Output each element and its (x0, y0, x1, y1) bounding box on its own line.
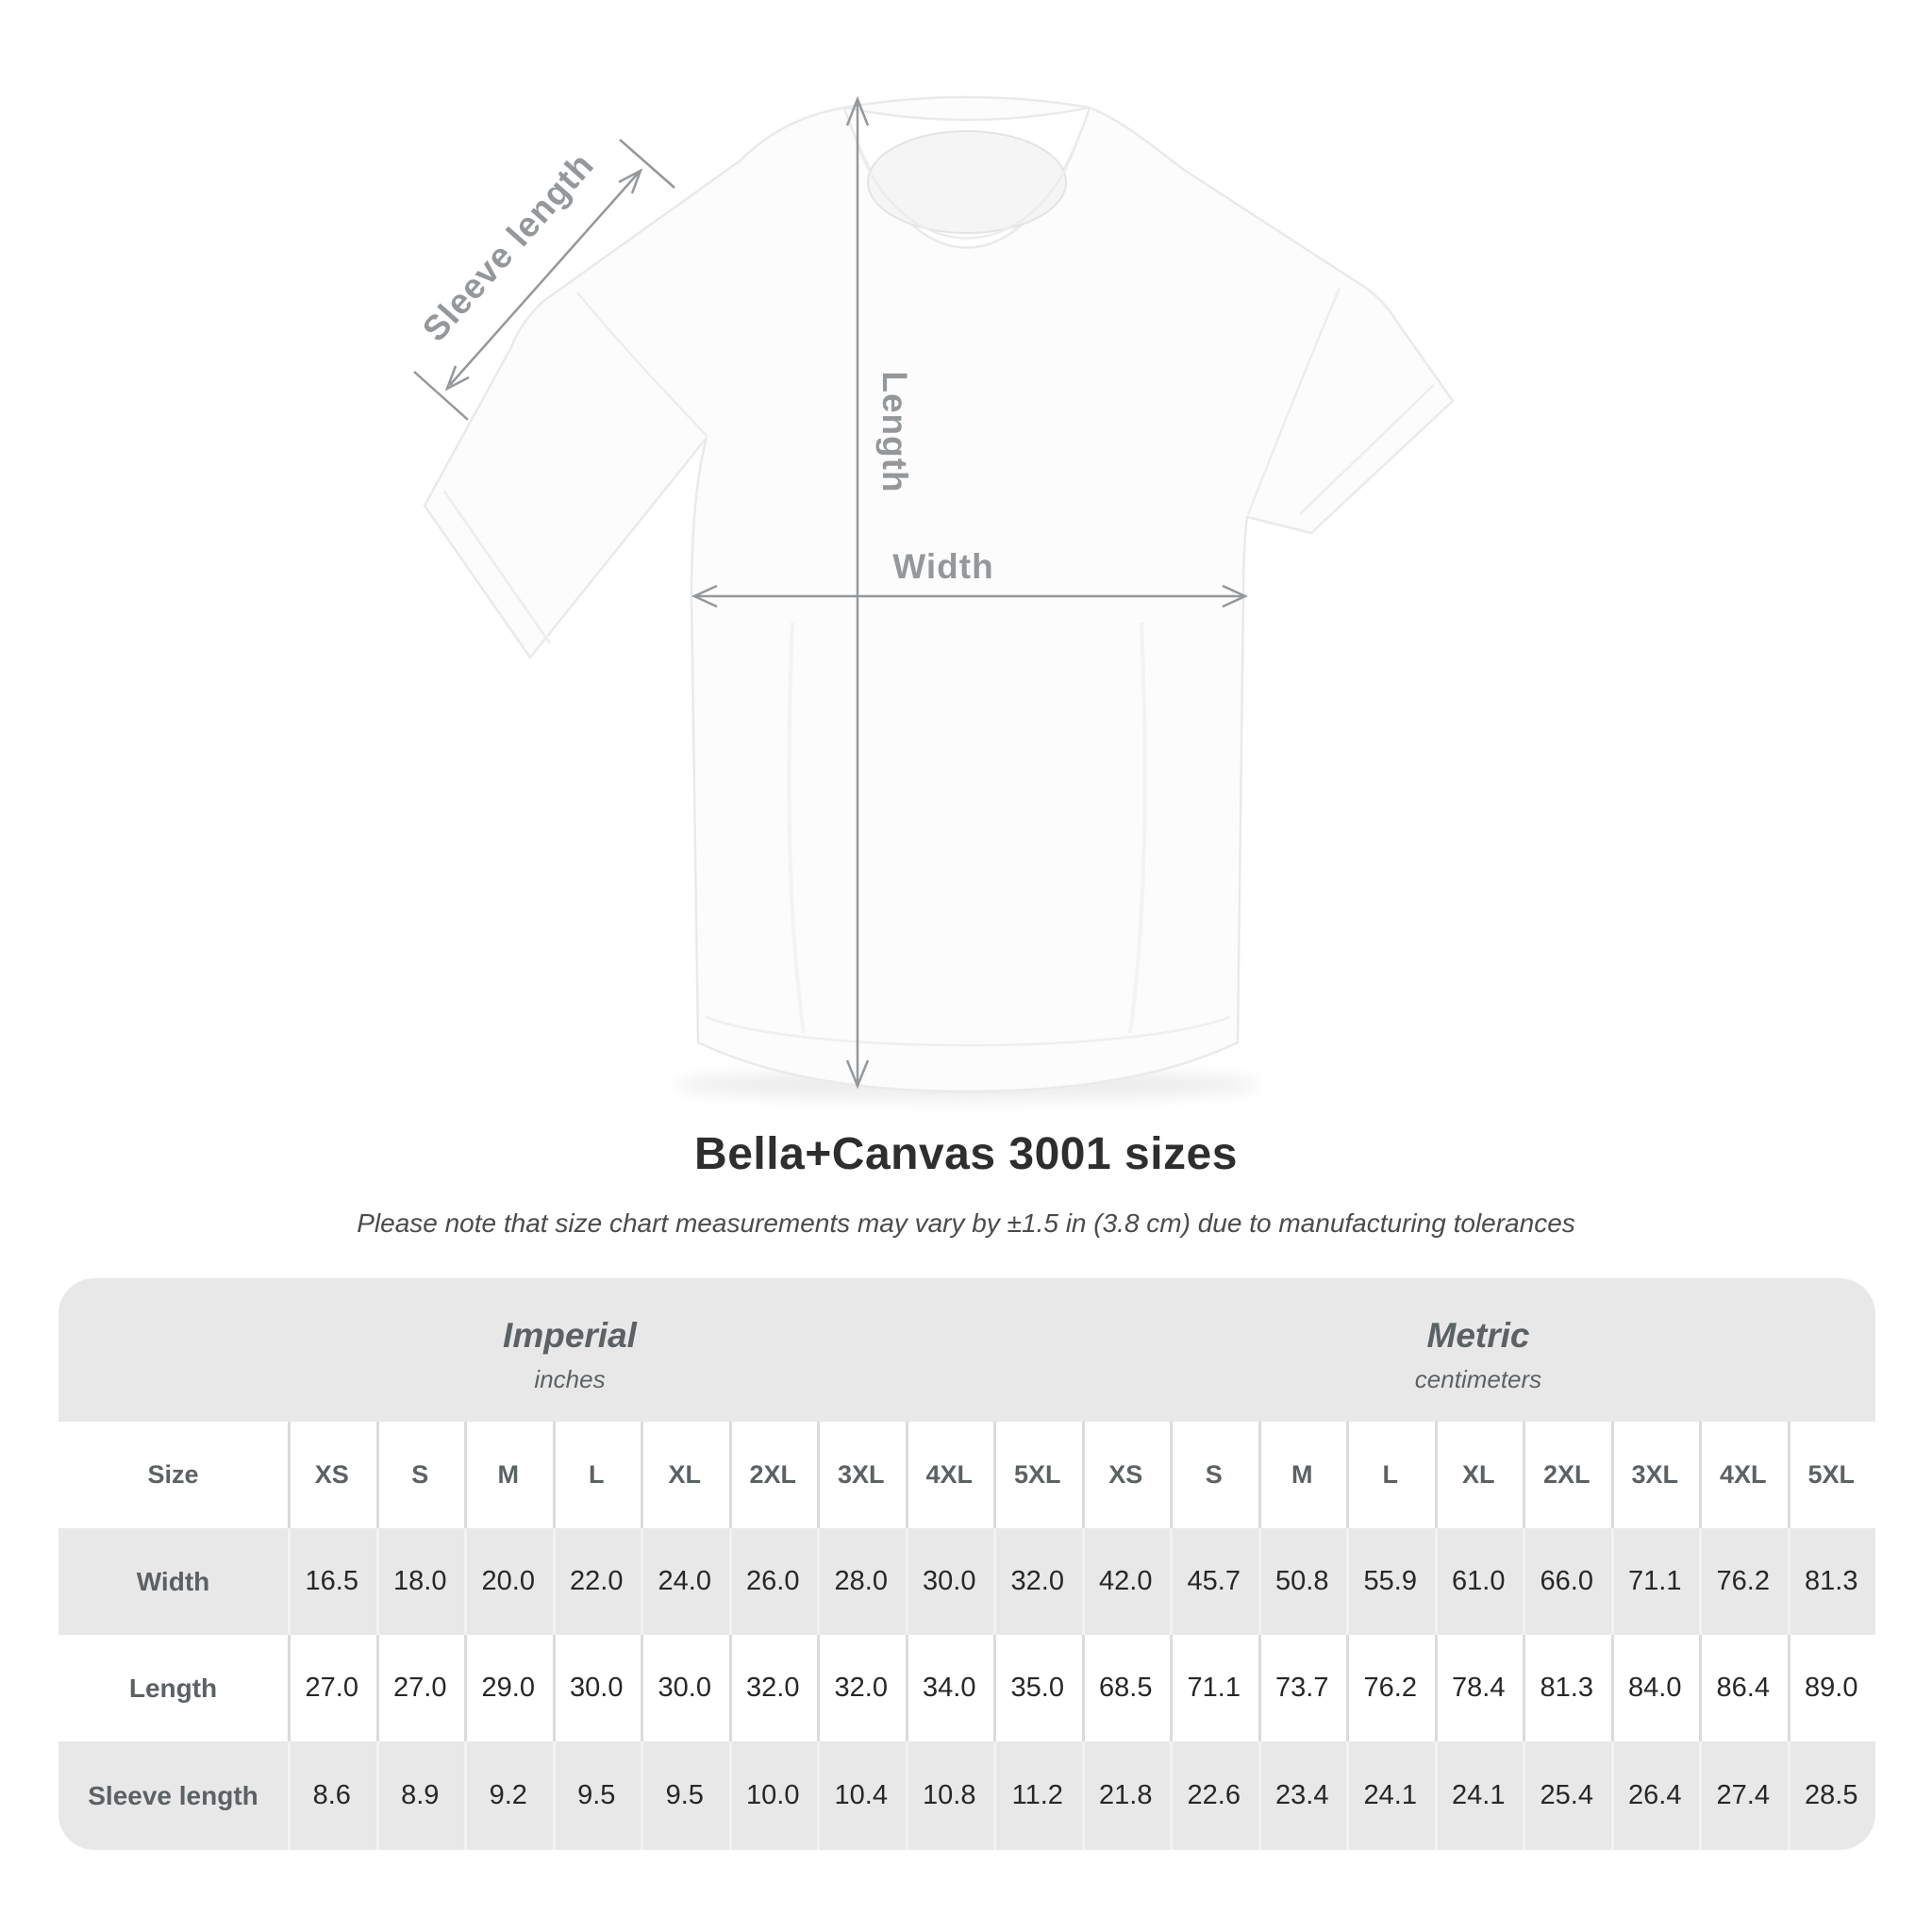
col-header: L (553, 1422, 641, 1528)
cell: 9.5 (553, 1741, 641, 1850)
cell: 10.4 (817, 1741, 906, 1850)
cell: 25.4 (1523, 1741, 1611, 1850)
cell: 68.5 (1082, 1635, 1171, 1741)
col-header: XS (1082, 1422, 1171, 1528)
cell: 32.0 (993, 1528, 1082, 1635)
col-header: 2XL (729, 1422, 818, 1528)
col-header: M (464, 1422, 553, 1528)
col-header: 5XL (993, 1422, 1082, 1528)
cell: 78.4 (1435, 1635, 1524, 1741)
col-header: S (376, 1422, 465, 1528)
metric-heading: Metric (1426, 1315, 1530, 1355)
size-header-row (58, 1422, 1875, 1528)
cell: 89.0 (1788, 1635, 1876, 1741)
cell: 81.3 (1788, 1528, 1876, 1635)
unit-group-imperial (58, 1278, 1081, 1422)
cell: 32.0 (817, 1635, 906, 1741)
col-header: 5XL (1788, 1422, 1876, 1528)
imperial-unit: inches (534, 1364, 606, 1393)
cell: 66.0 (1523, 1528, 1611, 1635)
cell: 86.4 (1699, 1635, 1788, 1741)
size-column-header: Size (147, 1460, 199, 1489)
cell: 71.1 (1170, 1635, 1258, 1741)
unit-group-metric (1081, 1278, 1875, 1422)
row-label: Length (128, 1673, 218, 1703)
cell: 23.4 (1258, 1741, 1347, 1850)
cell: 71.1 (1611, 1528, 1700, 1635)
cell: 30.0 (641, 1635, 729, 1741)
imperial-heading: Imperial (503, 1315, 637, 1355)
cell: 22.6 (1170, 1741, 1258, 1850)
cell: 22.0 (553, 1528, 641, 1635)
cell: 20.0 (464, 1528, 553, 1635)
cell: 8.9 (376, 1741, 465, 1850)
cell: 18.0 (376, 1528, 465, 1635)
unit-groups-row (58, 1278, 1875, 1422)
cell: 26.0 (729, 1528, 818, 1635)
cell: 76.2 (1346, 1635, 1435, 1741)
cell: 73.7 (1258, 1635, 1347, 1741)
cell: 32.0 (729, 1635, 818, 1741)
cell: 27.0 (376, 1635, 465, 1741)
cell: 76.2 (1699, 1528, 1788, 1635)
cell: 84.0 (1611, 1635, 1700, 1741)
col-header: 2XL (1523, 1422, 1611, 1528)
cell: 45.7 (1170, 1528, 1258, 1635)
sleeve-length-label: Sleeve length (414, 144, 602, 349)
col-header: 4XL (906, 1422, 994, 1528)
cell: 34.0 (906, 1635, 994, 1741)
cell: 9.5 (641, 1741, 729, 1850)
collar-inner-opening (868, 131, 1066, 233)
metric-unit: centimeters (1414, 1364, 1542, 1393)
collar-back (844, 97, 1090, 120)
cell: 28.5 (1788, 1741, 1876, 1850)
sleeve-end-tick-bottom (414, 372, 468, 420)
cell: 55.9 (1346, 1528, 1435, 1635)
cell: 27.0 (288, 1635, 376, 1741)
cell: 30.0 (906, 1528, 994, 1635)
size-table (58, 1278, 1875, 1850)
cell: 10.0 (729, 1741, 818, 1850)
cell: 27.4 (1699, 1741, 1788, 1850)
col-header: XL (641, 1422, 729, 1528)
col-header: M (1258, 1422, 1347, 1528)
tolerance-note: Please note that size chart measurements may vary by ±1.5 in (3.8 cm) due to manufacturing tolerances (357, 1208, 1575, 1238)
cell: 35.0 (993, 1635, 1082, 1741)
cell: 8.6 (288, 1741, 376, 1850)
cell: 61.0 (1435, 1528, 1524, 1635)
cell: 11.2 (993, 1741, 1082, 1850)
cell: 24.0 (641, 1528, 729, 1635)
table-row-width (58, 1528, 1875, 1635)
cell: 29.0 (464, 1635, 553, 1741)
cell: 24.1 (1435, 1741, 1524, 1850)
col-header: 4XL (1699, 1422, 1788, 1528)
col-header: 3XL (1611, 1422, 1700, 1528)
cell: 24.1 (1346, 1741, 1435, 1850)
col-header: 3XL (817, 1422, 906, 1528)
table-row-length (58, 1635, 1875, 1741)
row-label: Sleeve length (88, 1780, 258, 1810)
cell: 50.8 (1258, 1528, 1347, 1635)
cell: 30.0 (553, 1635, 641, 1741)
width-label: Width (892, 547, 994, 586)
cell: 10.8 (906, 1741, 994, 1850)
tshirt-body (425, 108, 1453, 1091)
cell: 26.4 (1611, 1741, 1700, 1850)
col-header: XL (1435, 1422, 1524, 1528)
col-header: XS (288, 1422, 376, 1528)
cell: 9.2 (464, 1741, 553, 1850)
cell: 42.0 (1082, 1528, 1171, 1635)
page-title: Bella+Canvas 3001 sizes (694, 1129, 1238, 1179)
cell: 16.5 (288, 1528, 376, 1635)
sleeve-end-tick-top (620, 140, 675, 188)
length-label: Length (875, 371, 914, 493)
col-header: S (1170, 1422, 1258, 1528)
cell: 21.8 (1082, 1741, 1171, 1850)
table-row-sleeve-length (58, 1741, 1875, 1850)
row-label: Width (136, 1566, 210, 1596)
col-header: L (1346, 1422, 1435, 1528)
cell: 28.0 (817, 1528, 906, 1635)
cell: 81.3 (1523, 1635, 1611, 1741)
